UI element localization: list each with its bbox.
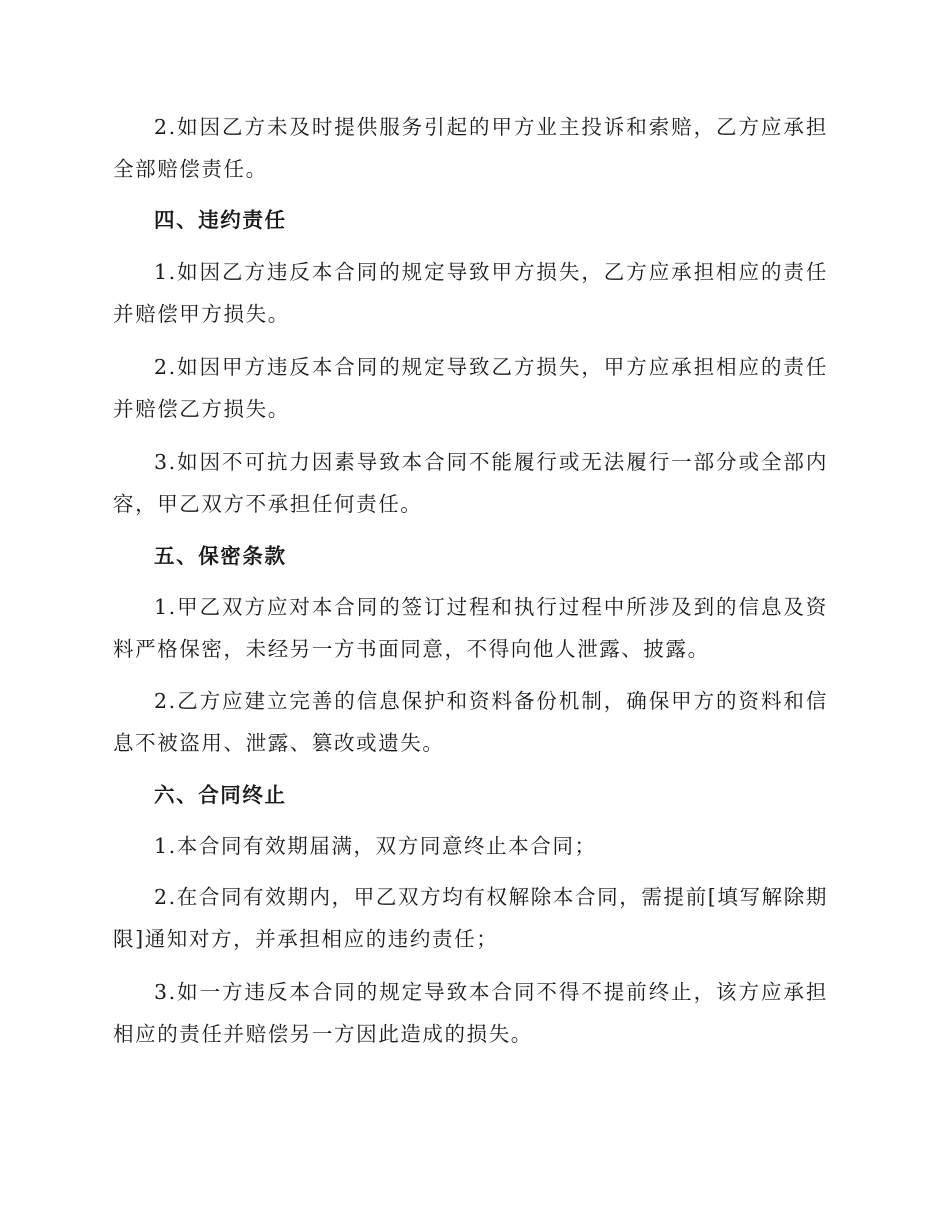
section-heading-confidentiality: 五、保密条款	[154, 544, 287, 568]
clause-5-2-paragraph: 2.乙方应建立完善的信息保护和资料备份机制，确保甲方的资料和信息不被盗用、泄露、篡改或遗失。	[113, 689, 828, 755]
clause-4-3-paragraph: 3.如因不可抗力因素导致本合同不能履行或无法履行一部分或全部内容，甲乙双方不承担任何责任。	[113, 450, 828, 516]
clause-3-2-paragraph: 2.如因乙方未及时提供服务引起的甲方业主投诉和索赔，乙方应承担全部赔偿责任。	[113, 115, 828, 181]
clause-6-1-paragraph: 1.本合同有效期届满，双方同意终止本合同；	[154, 834, 597, 858]
clause-4-2-paragraph: 2.如因甲方违反本合同的规定导致乙方损失，甲方应承担相应的责任并赔偿乙方损失。	[113, 355, 828, 421]
section-heading-termination: 六、合同终止	[154, 783, 287, 807]
clause-5-1-paragraph: 1.甲乙双方应对本合同的签订过程和执行过程中所涉及到的信息及资料严格保密，未经另一方书面同意，不得向他人泄露、披露。	[113, 595, 828, 661]
clause-6-3-paragraph: 3.如一方违反本合同的规定导致本合同不得不提前终止，该方应承担相应的责任并赔偿另一方因此造成的损失。	[113, 980, 828, 1046]
section-heading-breach: 四、违约责任	[154, 208, 287, 232]
clause-4-1-paragraph: 1.如因乙方违反本合同的规定导致甲方损失，乙方应承担相应的责任并赔偿甲方损失。	[113, 260, 828, 326]
clause-6-2-paragraph: 2.在合同有效期内，甲乙双方均有权解除本合同，需提前[填写解除期限]通知对方，并承担相应的违约责任；	[113, 885, 828, 951]
